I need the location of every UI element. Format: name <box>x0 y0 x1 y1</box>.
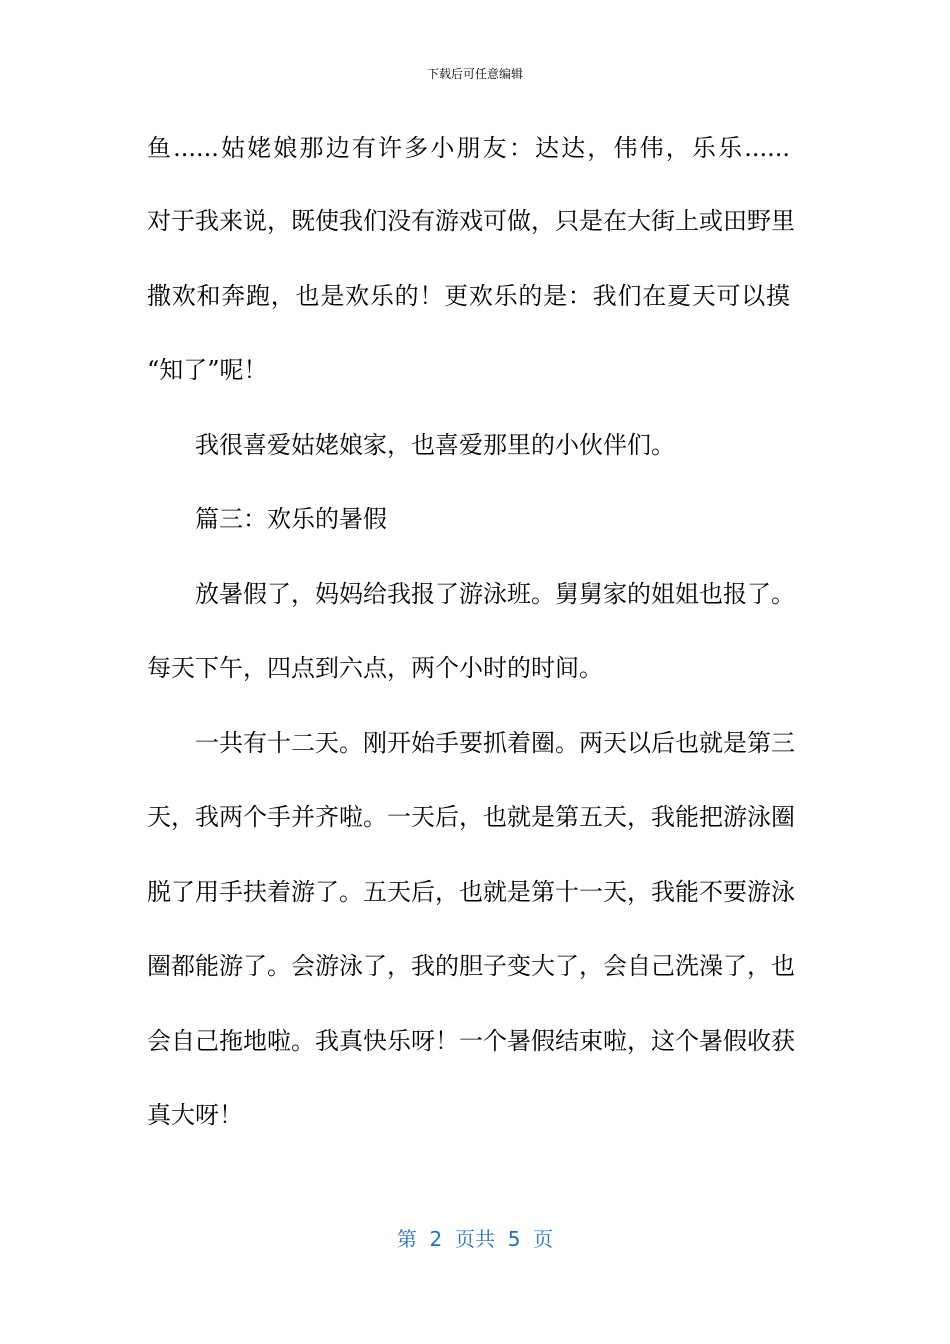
text-line: 脱了用手扶着游了。五天后，也就是第十一天，我能不要游泳 <box>147 878 795 906</box>
page-header: 下载后可任意编辑 <box>426 67 523 81</box>
text-line: 圈都能游了。会游泳了，我的胆子变大了，会自己洗澡了，也 <box>147 952 795 980</box>
text-line: 对于我来说，既使我们没有游戏可做，只是在大街上或田野里 <box>147 207 795 235</box>
page-number-footer: 第 2 页共 5 页 <box>396 1227 554 1251</box>
section-title: 篇三：欢乐的暑假 <box>195 505 387 533</box>
text-line: 鱼......姑姥娘那边有许多小朋友：达达，伟伟，乐乐...... <box>147 134 790 162</box>
text-line: 天，我两个手并齐啦。一天后，也就是第五天，我能把游泳圈 <box>147 803 795 831</box>
text-line: 会自己拖地啦。我真快乐呀！一个暑假结束啦，这个暑假收获 <box>147 1027 795 1055</box>
paragraph-line: 一共有十二天。刚开始手要抓着圈。两天以后也就是第三 <box>195 729 795 757</box>
text-line: 真大呀！ <box>147 1101 243 1129</box>
text-line: 撒欢和奔跑，也是欢乐的！更欢乐的是：我们在夏天可以摸 <box>147 282 790 310</box>
text-line: 每天下午，四点到六点，两个小时的时间。 <box>147 654 603 682</box>
text-line: “知了”呢！ <box>147 356 268 384</box>
paragraph-line: 我很喜爱姑姥娘家，也喜爱那里的小伙伴们。 <box>195 431 675 459</box>
paragraph-line: 放暑假了，妈妈给我报了游泳班。舅舅家的姐姐也报了。 <box>195 580 795 608</box>
